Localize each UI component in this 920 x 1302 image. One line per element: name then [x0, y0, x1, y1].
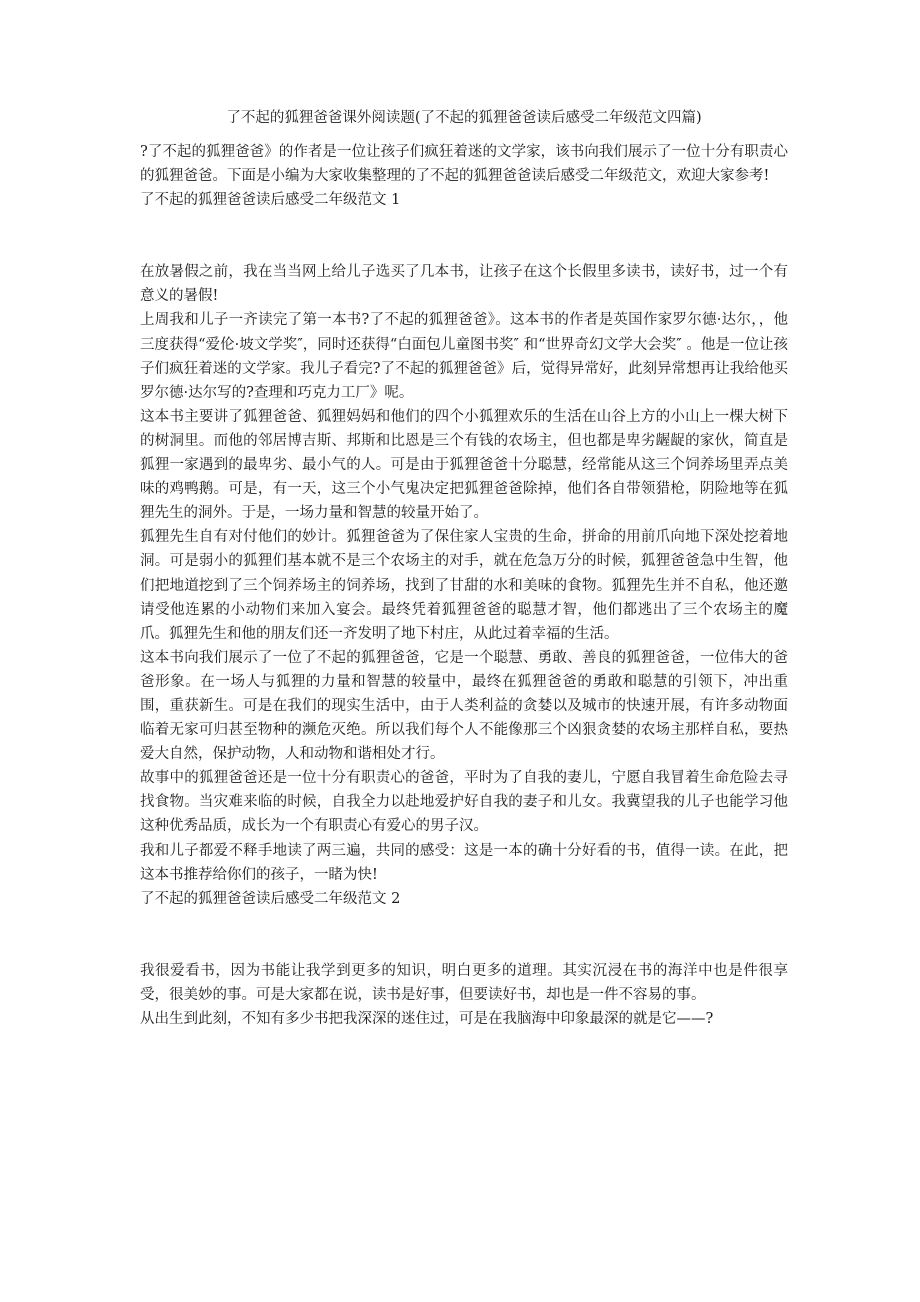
- section-spacer: [140, 212, 788, 260]
- document-title: 了不起的狐狸爸爸课外阅读题(了不起的狐狸爸爸读后感受二年级范文四篇): [226, 110, 702, 126]
- document-page: [140, 108, 788, 1031]
- paragraph: 从出生到此刻，不知有多少书把我深深的迷住过，可是在我脑海中印象最深的就是它——?: [140, 1011, 714, 1027]
- section-heading-2: 了不起的狐狸爸爸读后感受二年级范文 2: [140, 890, 401, 907]
- section-heading-1: 了不起的狐狸爸爸读后感受二年级范文 1: [140, 192, 401, 209]
- paragraph: 这本书主要讲了狐狸爸爸、狐狸妈妈和他们的四个小狐狸欢乐的生活在山谷上方的小山上一棵大树下的树洞里。而他的邻居博吉斯、邦斯和比恩是三个有钱的农场主，但也都是卑劣龌龊的家伙，简直是狐狸一家遇到的最卑劣、最小气的人。可是由于狐狸爸爸十分聪慧，经常能从这三个饲养场里弄点美味的鸡鸭鹅。可是，有一天，这三个小气鬼决定把狐狸爸爸除掉，他们各自带领猎枪，阴险地等在狐狸先生的洞外。于是，一场力量和智慧的较量开始了。: [140, 408, 788, 522]
- paragraph: 故事中的狐狸爸爸还是一位十分有职责心的爸爸，平时为了自我的妻儿，宁愿自我冒着生命危险去寻找食物。当灾难来临的时候，自我全力以赴地爱护好自我的妻子和儿女。我冀望我的儿子也能学习他这种优秀品质，成长为一个有职责心有爱心的男子汉。: [140, 770, 788, 835]
- paragraph: 狐狸先生自有对付他们的妙计。狐狸爸爸为了保住家人宝贵的生命，拼命的用前爪向地下深处挖着地洞。可是弱小的狐狸们基本就不是三个农场主的对手，就在危急万分的时候，狐狸爸爸急中生智，他们把地道挖到了三个饲养场主的饲养场，找到了甘甜的水和美味的食物。狐狸先生并不自私，他还邀请受他连累的小动物们来加入宴会。最终凭着狐狸爸爸的聪慧才智，他们都逃出了三个农场主的魔爪。狐狸先生和他的朋友们还一齐发明了地下村庄，从此过着幸福的生活。: [140, 529, 788, 642]
- section-spacer: [140, 911, 788, 959]
- paragraph: 在放暑假之前，我在当当网上给儿子选买了几本书，让孩子在这个长假里多读书，读好书，过一个有意义的暑假!: [140, 264, 788, 305]
- paragraph: 我很爱看书，因为书能让我学到更多的知识，明白更多的道理。其实沉浸在书的海洋中也是件很享受，很美妙的事。可是大家都在说，读书是好事，但要读好书，却也是一件不容易的事。: [140, 962, 788, 1003]
- paragraph: 我和儿子都爱不释手地读了两三遍，共同的感受：这是一本的确十分好看的书，值得一读。在此，把这本书推荐给你们的孩子，一睹为快!: [140, 842, 788, 883]
- paragraph: 这本书向我们展示了一位了不起的狐狸爸爸，它是一个聪慧、勇敢、善良的狐狸爸爸，一位伟大的爸爸形象。在一场人与狐狸的力量和智慧的较量中，最终在狐狸爸爸的勇敢和聪慧的引领下，冲出重围，重获新生。可是在我们的现实生活中，由于人类利益的贪婪以及城市的快速开展，有许多动物面临着无家可归甚至物种的濒危灭绝。所以我们每个人不能像那三个凶狠贪婪的农场主那样自私，要热爱大自然，保护动物，人和动物和谐相处才行。: [140, 649, 788, 763]
- paragraph: 上周我和儿子一齐读完了第一本书?了不起的狐狸爸爸》。这本书的作者是英国作家罗尔德·达尔，，他三度获得“爱伦·坡文学奖″，同时还获得“白面包儿童图书奖″ 和“世界奇幻文学大会奖″ 。他是一位让孩子们疯狂着迷的文学家。我儿子看完?了不起的狐狸爸爸》后，觉得异常好，此刻异常想再让我给他买罗尔德·达尔写的?查理和巧克力工厂》呢。: [140, 312, 788, 401]
- intro-paragraph: ?了不起的狐狸爸爸》的作者是一位让孩子们疯狂着迷的文学家，该书向我们展示了一位十分有职责心的狐狸爸爸。下面是小编为大家收集整理的了不起的狐狸爸爸读后感受二年级范文，欢迎大家参考!: [140, 144, 788, 185]
